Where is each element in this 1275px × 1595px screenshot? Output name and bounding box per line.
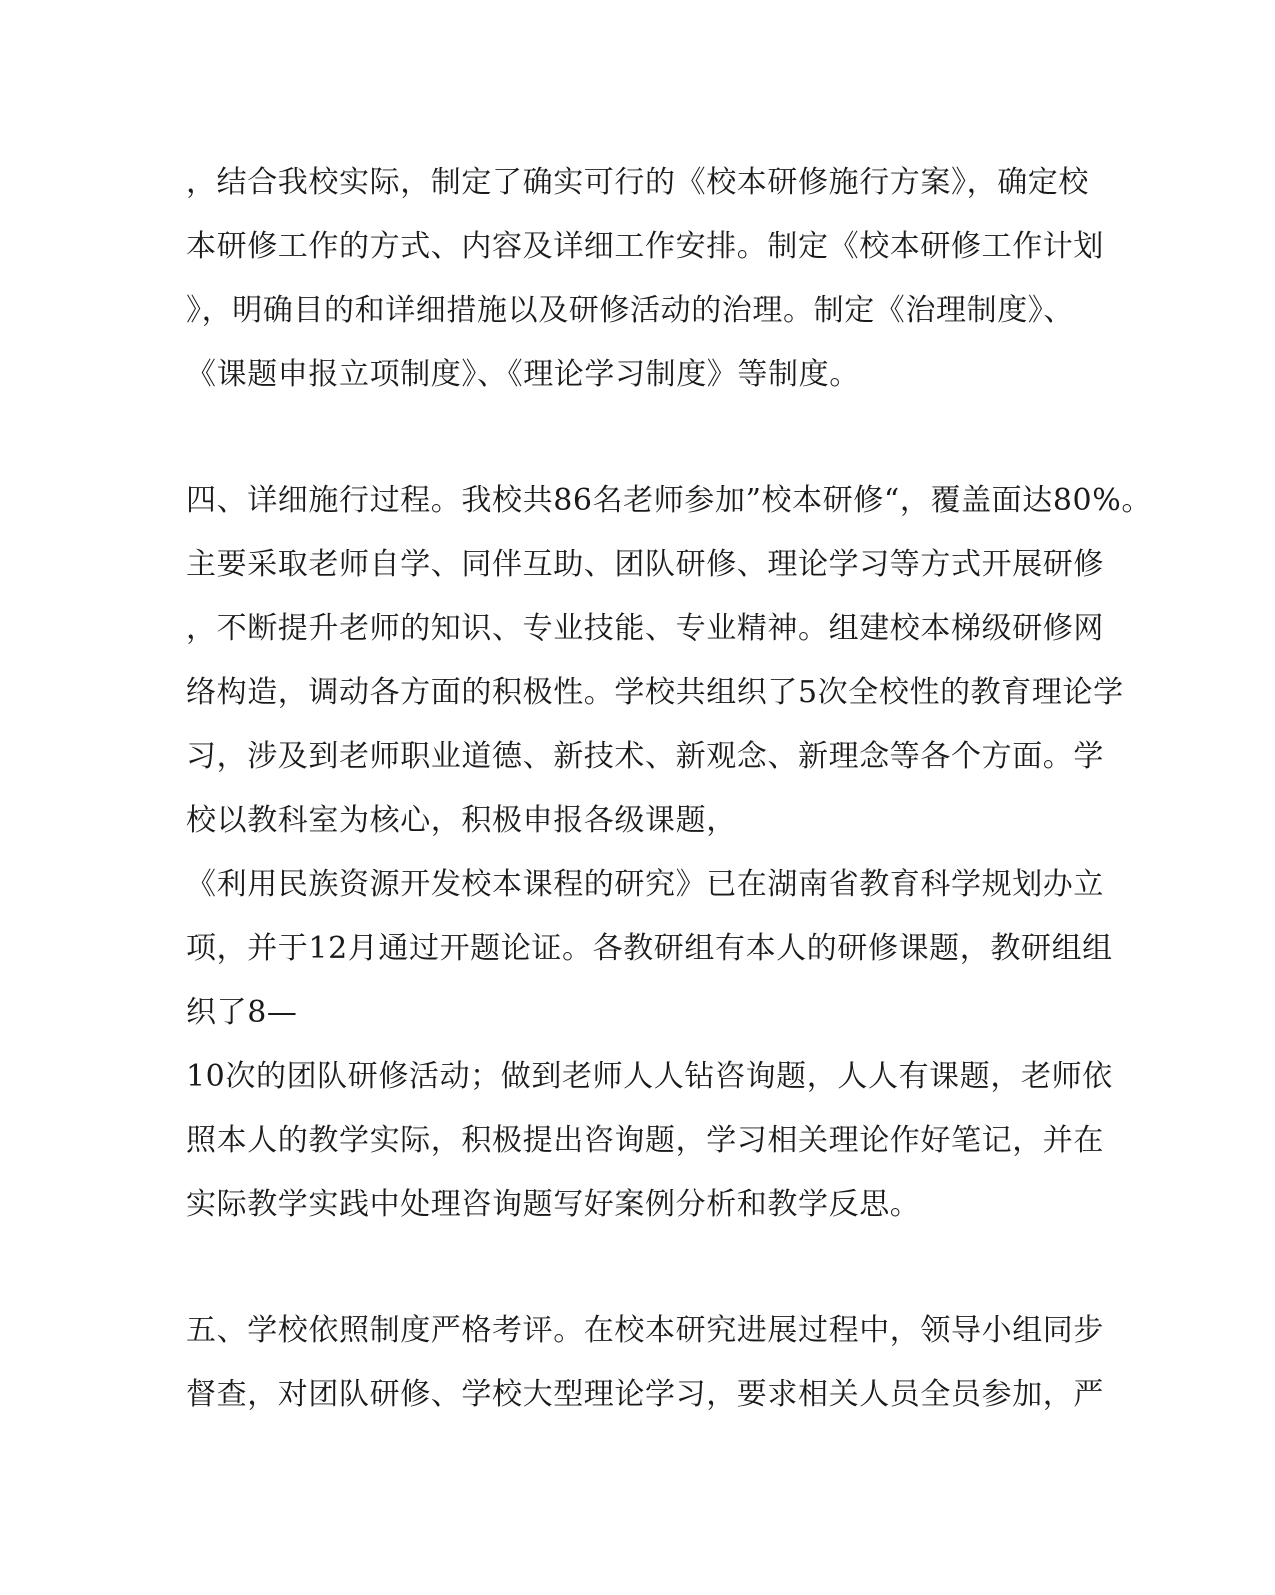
- text-line: ，不断提升老师的知识、专业技能、专业精神。组建校本梯级研修网: [186, 611, 1104, 646]
- text-line: 10次的团队研修活动；做到老师人人钻咨询题，人人有课题，老师依: [186, 1059, 1113, 1094]
- text-line: 习，涉及到老师职业道德、新技术、新观念、新理念等各个方面。学: [186, 739, 1104, 774]
- text-line: 督查，对团队研修、学校大型理论学习，要求相关人员全员参加，严: [186, 1377, 1104, 1412]
- text-line: 本研修工作的方式、内容及详细工作安排。制定《校本研修工作计划: [186, 229, 1104, 264]
- text-line: 络构造，调动各方面的积极性。学校共组织了5次全校性的教育理论学: [186, 675, 1124, 710]
- text-line: 照本人的教学实际，积极提出咨询题，学习相关理论作好笔记，并在: [186, 1123, 1104, 1158]
- text-line: 四、详细施行过程。我校共86名老师参加”校本研修“，覆盖面达80%。: [186, 483, 1152, 518]
- text-line: 项，并于12月通过开题论证。各教研组有本人的研修课题，教研组组: [186, 931, 1113, 966]
- text-line: 实际教学实践中处理咨询题写好案例分析和教学反思。: [186, 1187, 921, 1222]
- text-line: 校以教科室为核心，积极申报各级课题，: [186, 803, 737, 838]
- text-line: 五、学校依照制度严格考评。在校本研究进展过程中，领导小组同步: [186, 1313, 1104, 1348]
- text-line: 《课题申报立项制度》、《理论学习制度》等制度。: [186, 357, 860, 392]
- text-line: 主要采取老师自学、同伴互助、团队研修、理论学习等方式开展研修: [186, 547, 1104, 582]
- text-line: 《利用民族资源开发校本课程的研究》已在湖南省教育科学规划办立: [186, 867, 1104, 902]
- text-line: 》，明确目的和详细措施以及研修活动的治理。制定《治理制度》、: [186, 293, 1074, 328]
- text-line: 织了8—: [186, 995, 298, 1030]
- text-line: ，结合我校实际，制定了确实可行的《校本研修施行方案》，确定校: [186, 165, 1089, 200]
